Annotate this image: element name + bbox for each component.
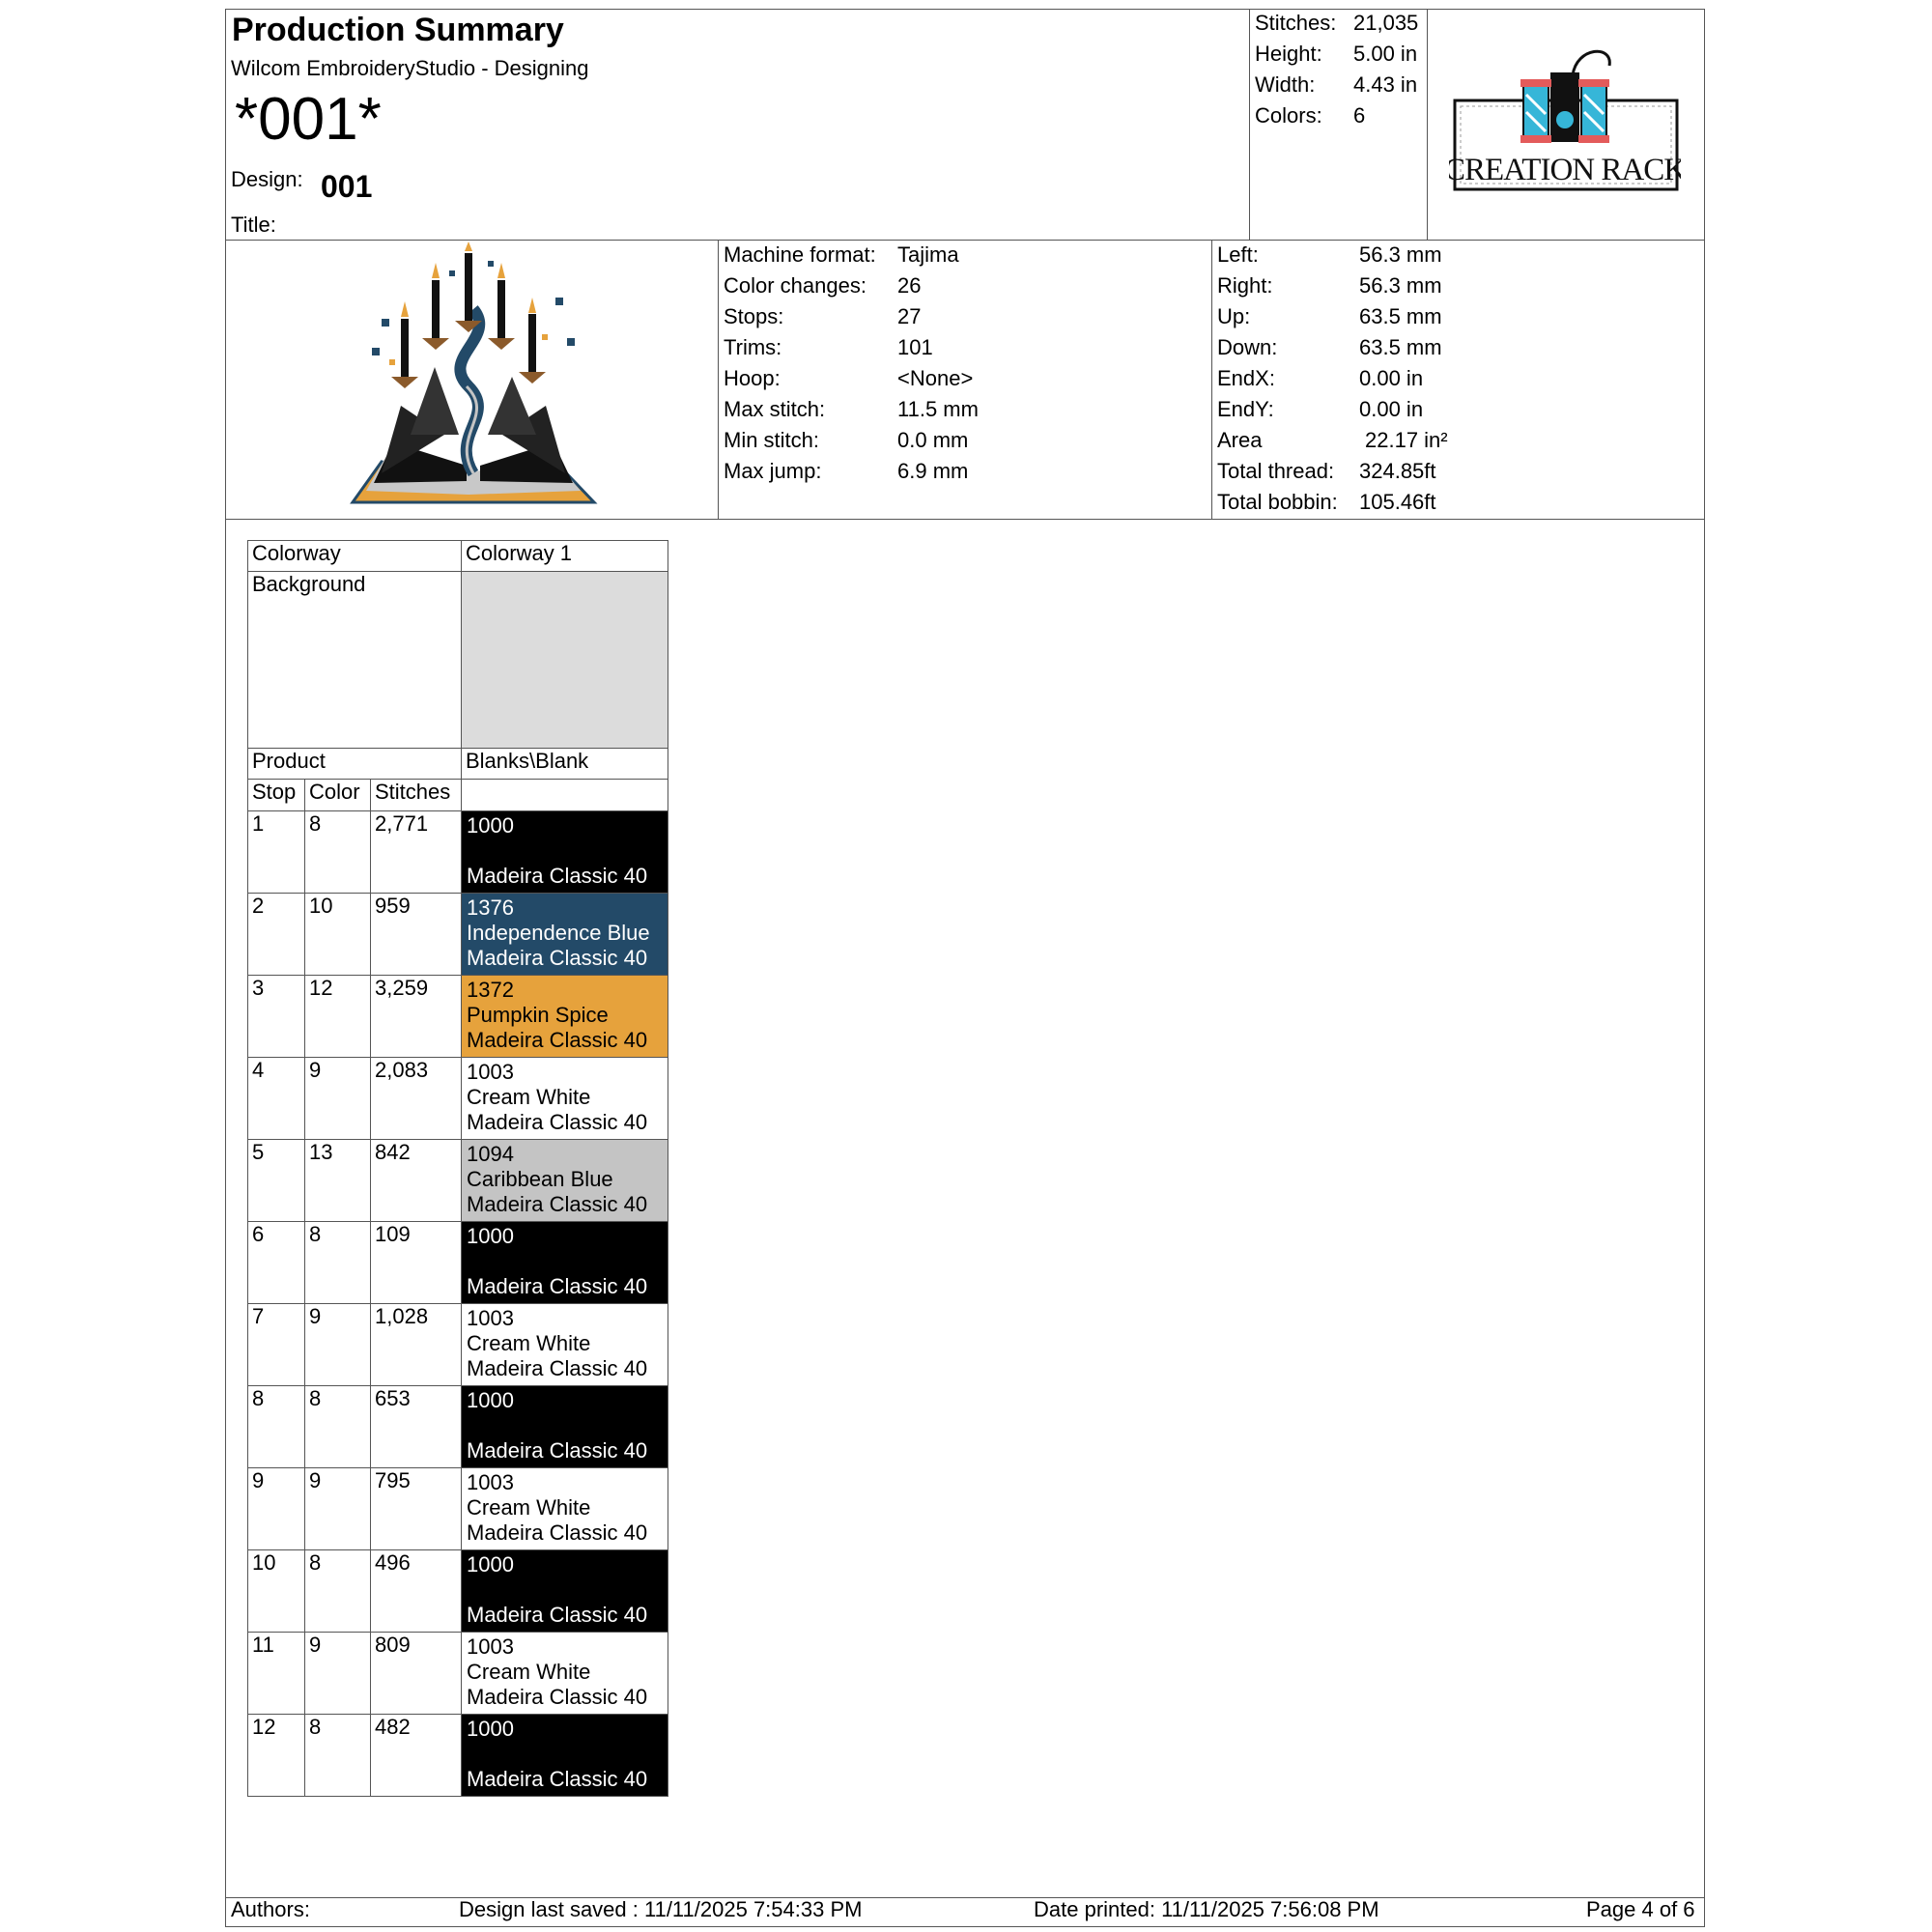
color-cell: 9 (305, 1304, 371, 1386)
machine-value: 101 (897, 335, 933, 359)
colorway-table (247, 540, 668, 1797)
stitches-cell: 795 (371, 1468, 462, 1550)
header-divider (225, 240, 1705, 241)
color-cell: 12 (305, 976, 371, 1058)
thread-brand: Madeira Classic 40 (467, 1192, 648, 1216)
stat-label: Colors: (1255, 103, 1322, 128)
stat-label: Height: (1255, 42, 1322, 66)
machine-label: Hoop: (724, 366, 781, 390)
background-swatch (462, 572, 668, 749)
footer-last-saved: Design last saved : 11/11/2025 7:54:33 PM (459, 1897, 863, 1921)
thread-brand: Madeira Classic 40 (467, 1438, 648, 1463)
thread-brand: Madeira Classic 40 (467, 1028, 648, 1052)
column-header-stitches: Stitches (371, 780, 462, 811)
color-cell: 10 (305, 894, 371, 976)
book-candles-design-icon (343, 242, 604, 517)
color-cell: 13 (305, 1140, 371, 1222)
table-row (248, 976, 668, 1058)
preview-divider (718, 240, 719, 519)
table-row (248, 1468, 668, 1550)
thread-brand: Madeira Classic 40 (467, 1110, 648, 1134)
footer-authors: Authors: (231, 1897, 310, 1921)
thread-swatch-cell (462, 1550, 668, 1633)
stat-value: 5.00 in (1353, 42, 1418, 66)
extent-value: 0.00 in (1359, 397, 1424, 421)
app-name: Wilcom EmbroideryStudio - Designing (231, 56, 589, 80)
stitches-cell: 109 (371, 1222, 462, 1304)
thread-name: Cream White (467, 1660, 591, 1684)
thread-code: 1000 (467, 1388, 514, 1412)
background-row (248, 572, 668, 749)
title-label: Title: (231, 213, 276, 237)
stitches-cell: 2,771 (371, 811, 462, 894)
machine-label: Color changes: (724, 273, 867, 298)
column-header-thread (462, 780, 668, 811)
extent-value: 0.00 in (1359, 366, 1424, 390)
thread-swatch-cell (462, 1386, 668, 1468)
extent-label: EndX: (1217, 366, 1275, 390)
page-title: Production Summary (232, 12, 564, 48)
stop-cell: 1 (248, 811, 305, 894)
footer-page-number: Page 4 of 6 (1586, 1897, 1695, 1921)
thread-code: 1003 (467, 1060, 514, 1084)
extent-value: 63.5 mm (1359, 304, 1442, 328)
thread-swatch-cell (462, 811, 668, 894)
thread-name: Pumpkin Spice (467, 1003, 609, 1027)
thread-brand: Madeira Classic 40 (467, 946, 648, 970)
stitches-cell: 2,083 (371, 1058, 462, 1140)
thread-swatch-cell (462, 976, 668, 1058)
thread-brand: Madeira Classic 40 (467, 1685, 648, 1709)
stop-cell: 8 (248, 1386, 305, 1468)
extent-label: Area (1217, 428, 1263, 452)
thread-name: Cream White (467, 1495, 591, 1520)
extent-value: 324.85ft (1359, 459, 1436, 483)
thread-name (467, 1413, 663, 1438)
table-row (248, 1304, 668, 1386)
table-row (248, 1550, 668, 1633)
thread-swatch-cell (462, 1304, 668, 1386)
product-label: Product (248, 749, 462, 780)
thread-code: 1000 (467, 1552, 514, 1577)
footer-divider (225, 1897, 1705, 1898)
stitches-cell: 959 (371, 894, 462, 976)
thread-swatch-cell (462, 1058, 668, 1140)
extent-value: 63.5 mm (1359, 335, 1442, 359)
table-row (248, 1633, 668, 1715)
table-row (248, 1386, 668, 1468)
color-cell: 8 (305, 1222, 371, 1304)
color-cell: 8 (305, 1715, 371, 1797)
colorway-name: Colorway 1 (462, 541, 668, 572)
stop-cell: 12 (248, 1715, 305, 1797)
thread-name: Independence Blue (467, 921, 650, 945)
extent-value: 22.17 in² (1365, 428, 1448, 452)
extent-label: Up: (1217, 304, 1251, 328)
color-cell: 8 (305, 811, 371, 894)
thread-name: Cream White (467, 1331, 591, 1355)
thread-name (467, 1742, 663, 1767)
extent-label: Right: (1217, 273, 1273, 298)
thread-code: 1094 (467, 1142, 514, 1166)
design-label: Design: (231, 167, 303, 191)
thread-code: 1003 (467, 1634, 514, 1659)
stat-value: 4.43 in (1353, 72, 1418, 97)
machine-label: Machine format: (724, 242, 876, 267)
info-divider (225, 519, 1705, 520)
stats-divider-left (1249, 9, 1250, 240)
colorway-label: Colorway (248, 541, 462, 572)
extent-value: 56.3 mm (1359, 242, 1442, 267)
machine-divider (1211, 240, 1212, 519)
extent-label: Down: (1217, 335, 1278, 359)
thread-swatch-cell (462, 1222, 668, 1304)
machine-value: Tajima (897, 242, 959, 267)
thread-code: 1372 (467, 978, 514, 1002)
stats-divider-right (1427, 9, 1428, 240)
thread-name: Cream White (467, 1085, 591, 1109)
machine-label: Max jump: (724, 459, 822, 483)
color-cell: 9 (305, 1633, 371, 1715)
color-cell: 9 (305, 1468, 371, 1550)
stitches-cell: 653 (371, 1386, 462, 1468)
stat-label: Stitches: (1255, 11, 1337, 35)
table-row (248, 1140, 668, 1222)
stop-cell: 6 (248, 1222, 305, 1304)
thread-name (467, 838, 663, 864)
thread-swatch-cell (462, 1140, 668, 1222)
thread-brand: Madeira Classic 40 (467, 1274, 648, 1298)
design-preview (343, 242, 604, 517)
machine-value: <None> (897, 366, 974, 390)
thread-brand: Madeira Classic 40 (467, 1356, 648, 1380)
product-row (248, 749, 668, 780)
stat-value: 6 (1353, 103, 1366, 128)
thread-spools-logo-icon (1449, 37, 1681, 201)
color-cell: 9 (305, 1058, 371, 1140)
stitches-cell: 496 (371, 1550, 462, 1633)
thread-swatch-cell (462, 1715, 668, 1797)
stop-cell: 5 (248, 1140, 305, 1222)
thread-name: Caribbean Blue (467, 1167, 613, 1191)
thread-brand: Madeira Classic 40 (467, 1603, 648, 1627)
colorway-header-row (248, 541, 668, 572)
thread-code: 1000 (467, 1224, 514, 1248)
color-cell: 8 (305, 1550, 371, 1633)
stop-cell: 2 (248, 894, 305, 976)
column-header-stop: Stop (248, 780, 305, 811)
machine-value: 6.9 mm (897, 459, 969, 483)
extent-label: Left: (1217, 242, 1259, 267)
stop-cell: 3 (248, 976, 305, 1058)
stop-cell: 11 (248, 1633, 305, 1715)
stop-cell: 4 (248, 1058, 305, 1140)
stitches-cell: 1,028 (371, 1304, 462, 1386)
machine-label: Min stitch: (724, 428, 820, 452)
machine-label: Max stitch: (724, 397, 826, 421)
machine-label: Trims: (724, 335, 782, 359)
thread-brand: Madeira Classic 40 (467, 1520, 648, 1545)
stat-label: Width: (1255, 72, 1316, 97)
column-header-color: Color (305, 780, 371, 811)
thread-code: 1000 (467, 1717, 514, 1741)
thread-code: 1376 (467, 895, 514, 920)
stitches-cell: 842 (371, 1140, 462, 1222)
machine-value: 0.0 mm (897, 428, 969, 452)
thread-name (467, 1577, 663, 1603)
table-row (248, 1058, 668, 1140)
extent-label: EndY: (1217, 397, 1274, 421)
thread-swatch-cell (462, 894, 668, 976)
table-row (248, 894, 668, 976)
thread-brand: Madeira Classic 40 (467, 864, 648, 888)
stitches-cell: 3,259 (371, 976, 462, 1058)
table-row (248, 811, 668, 894)
stitches-cell: 482 (371, 1715, 462, 1797)
thread-swatch-cell (462, 1468, 668, 1550)
stitches-cell: 809 (371, 1633, 462, 1715)
design-code: *001* (235, 86, 382, 153)
machine-label: Stops: (724, 304, 784, 328)
thread-name (467, 1249, 663, 1274)
stop-cell: 9 (248, 1468, 305, 1550)
extent-value: 105.46ft (1359, 490, 1436, 514)
design-value: 001 (321, 169, 373, 204)
thread-brand: Madeira Classic 40 (467, 1767, 648, 1791)
logo-text: CREATION RACK (1449, 153, 1681, 187)
thread-code: 1003 (467, 1306, 514, 1330)
stat-value: 21,035 (1353, 11, 1419, 35)
thread-swatch-cell (462, 1633, 668, 1715)
footer-date-printed: Date printed: 11/11/2025 7:56:08 PM (1034, 1897, 1379, 1921)
brand-logo (1449, 37, 1681, 201)
machine-value: 27 (897, 304, 922, 328)
product-value: Blanks\Blank (462, 749, 668, 780)
extent-label: Total bobbin: (1217, 490, 1338, 514)
thread-code: 1003 (467, 1470, 514, 1494)
machine-value: 11.5 mm (897, 397, 979, 421)
stop-cell: 10 (248, 1550, 305, 1633)
machine-value: 26 (897, 273, 922, 298)
thread-code: 1000 (467, 813, 514, 838)
color-cell: 8 (305, 1386, 371, 1468)
extent-value: 56.3 mm (1359, 273, 1442, 298)
table-row (248, 1222, 668, 1304)
column-header-row (248, 780, 668, 811)
table-row (248, 1715, 668, 1797)
stop-cell: 7 (248, 1304, 305, 1386)
background-label: Background (248, 572, 462, 749)
extent-label: Total thread: (1217, 459, 1335, 483)
